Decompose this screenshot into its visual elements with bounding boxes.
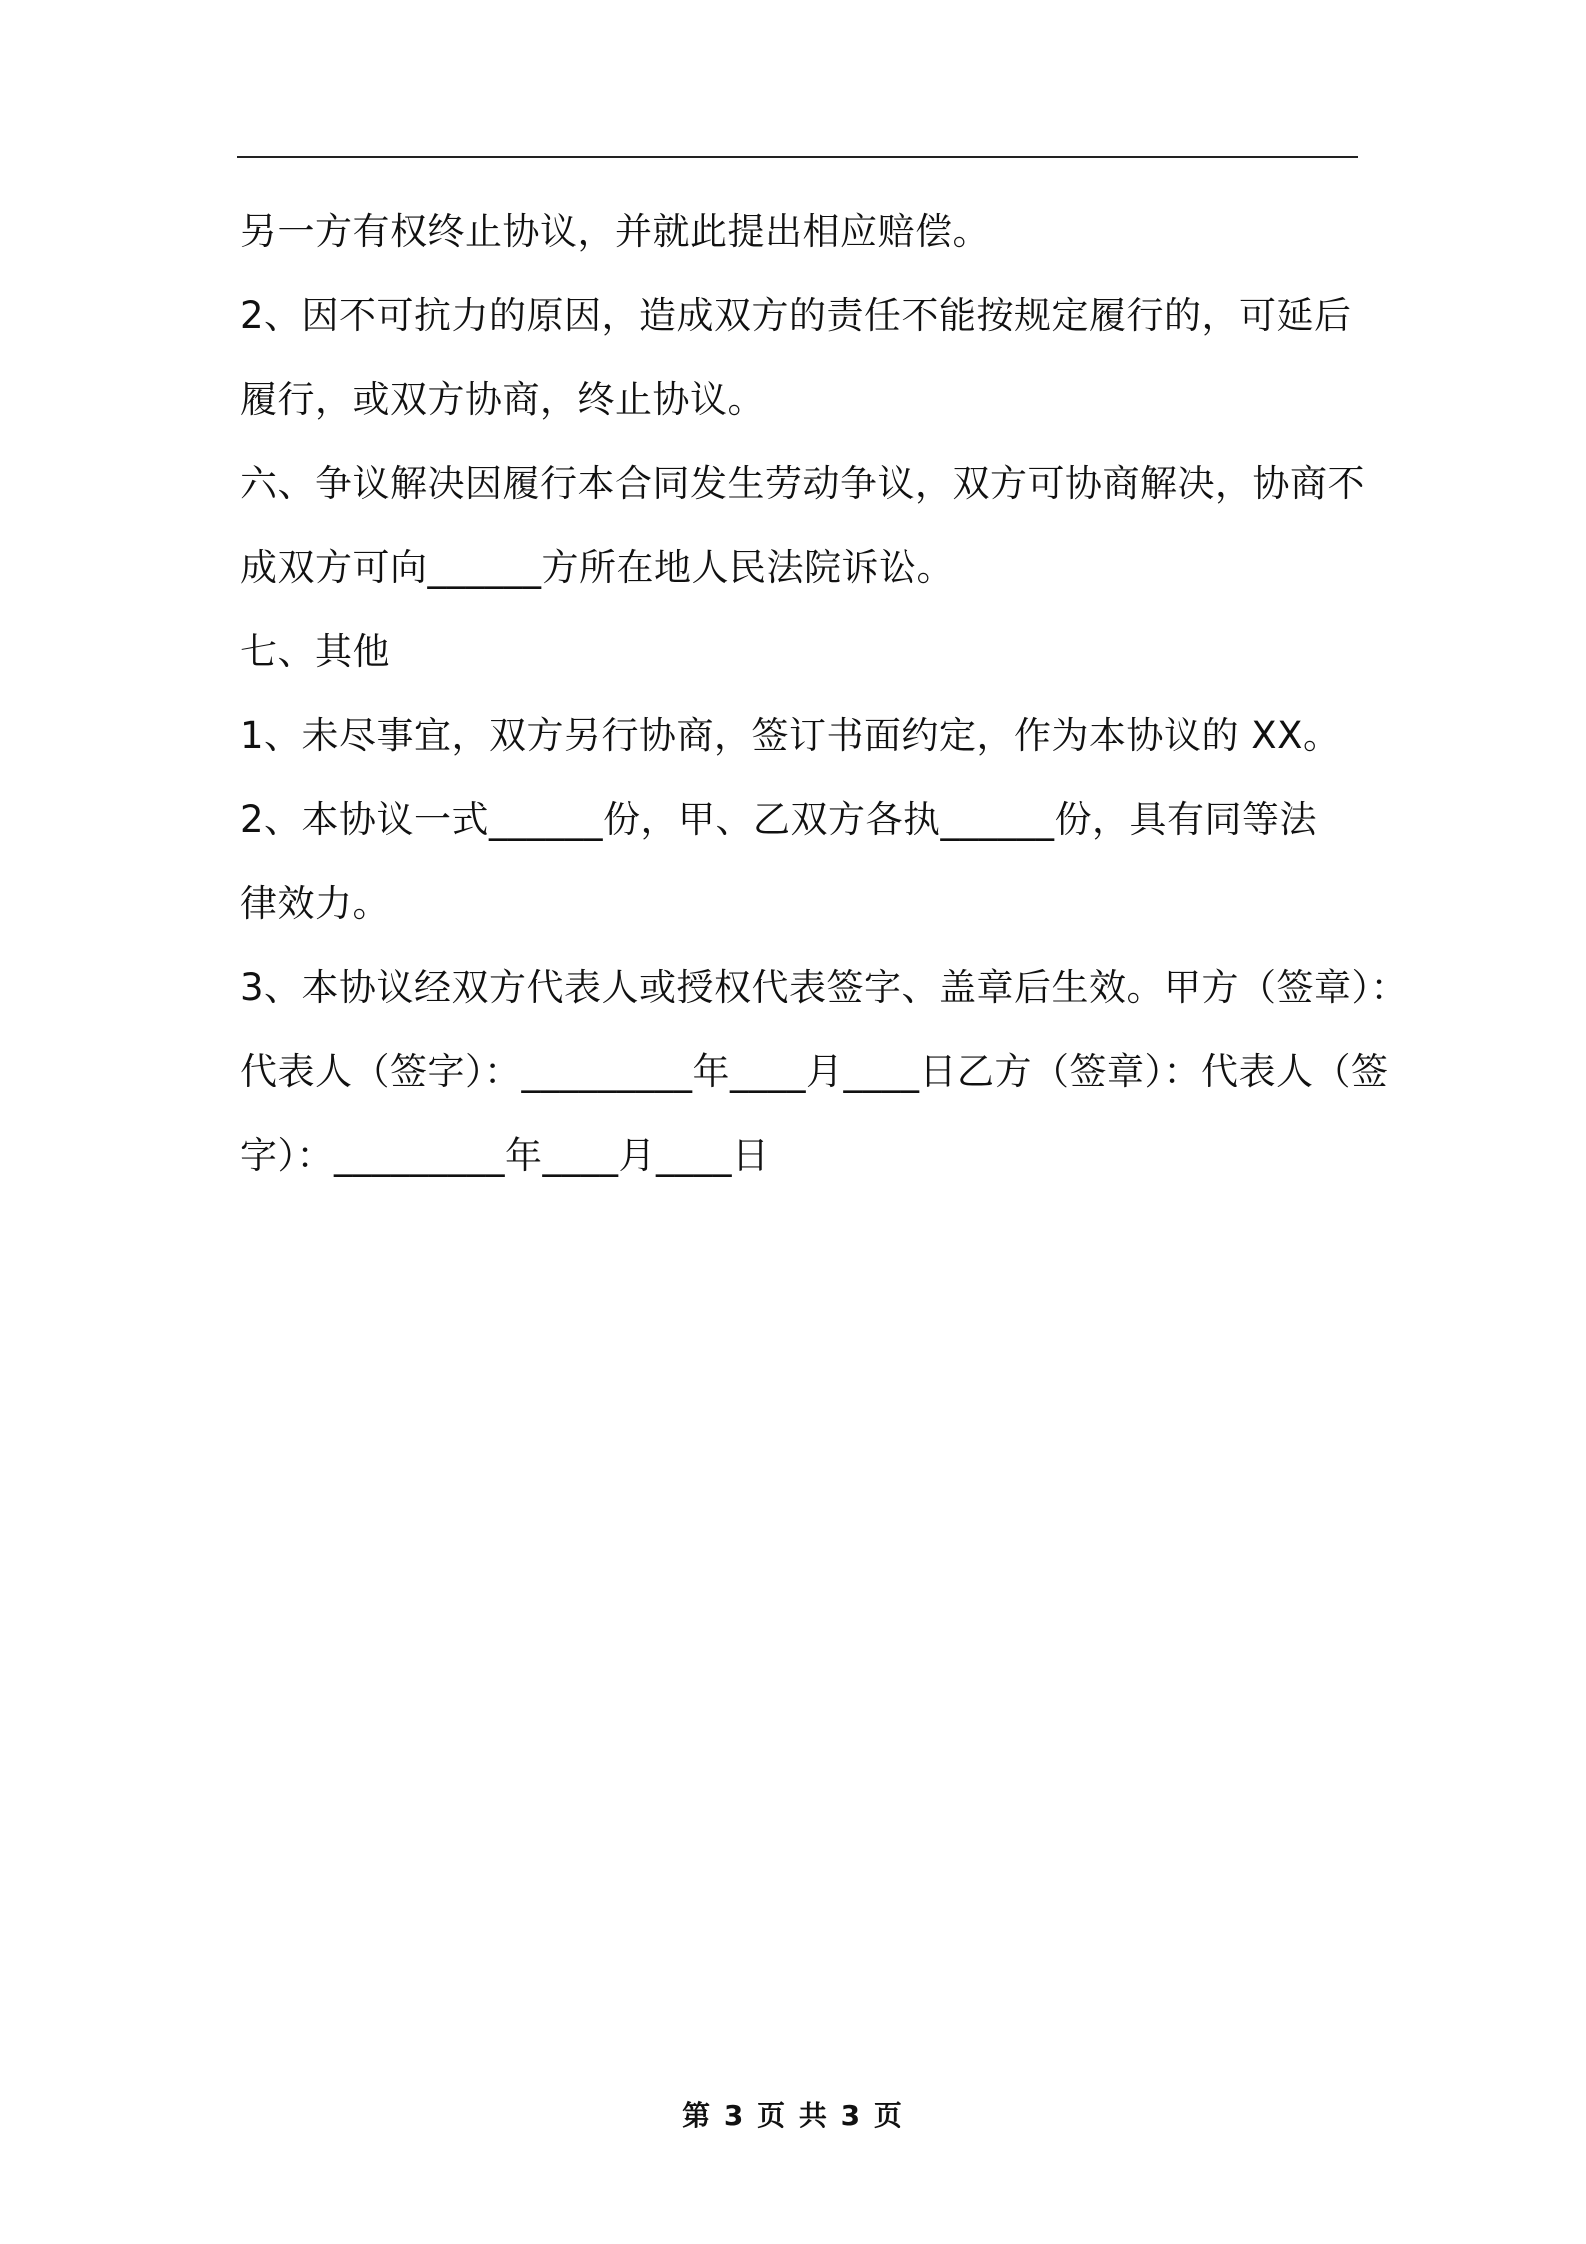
paragraph-line: 2、本协议一式______份，甲、乙双方各执______份，具有同等法	[240, 798, 1318, 841]
signature-line: 字）：_________年____月____日	[240, 1134, 770, 1177]
paragraph-line: 3、本协议经双方代表人或授权代表签字、盖章后生效。甲方（签章）：	[240, 966, 1409, 1009]
paragraph-line: 另一方有权终止协议，并就此提出相应赔偿。	[240, 210, 990, 253]
document-body	[240, 190, 1409, 1198]
paragraph-line: 律效力。	[240, 882, 390, 925]
paragraph-line: 履行，或双方协商，终止协议。	[240, 378, 765, 421]
signature-line: 代表人（签字）：_________年____月____日乙方（签章）：代表人（签	[240, 1050, 1389, 1093]
section-heading: 七、其他	[240, 630, 390, 673]
paragraph-line: 1、未尽事宜，双方另行协商，签订书面约定，作为本协议的 XX。	[240, 714, 1341, 757]
page-number: 第 3 页 共 3 页	[682, 2099, 904, 2132]
paragraph-line: 六、争议解决因履行本合同发生劳动争议，双方可协商解决，协商不	[240, 462, 1365, 505]
paragraph-line: 成双方可向______方所在地人民法院诉讼。	[240, 546, 954, 589]
header-divider	[237, 156, 1358, 158]
paragraph-line: 2、因不可抗力的原因，造成双方的责任不能按规定履行的，可延后	[240, 294, 1352, 337]
